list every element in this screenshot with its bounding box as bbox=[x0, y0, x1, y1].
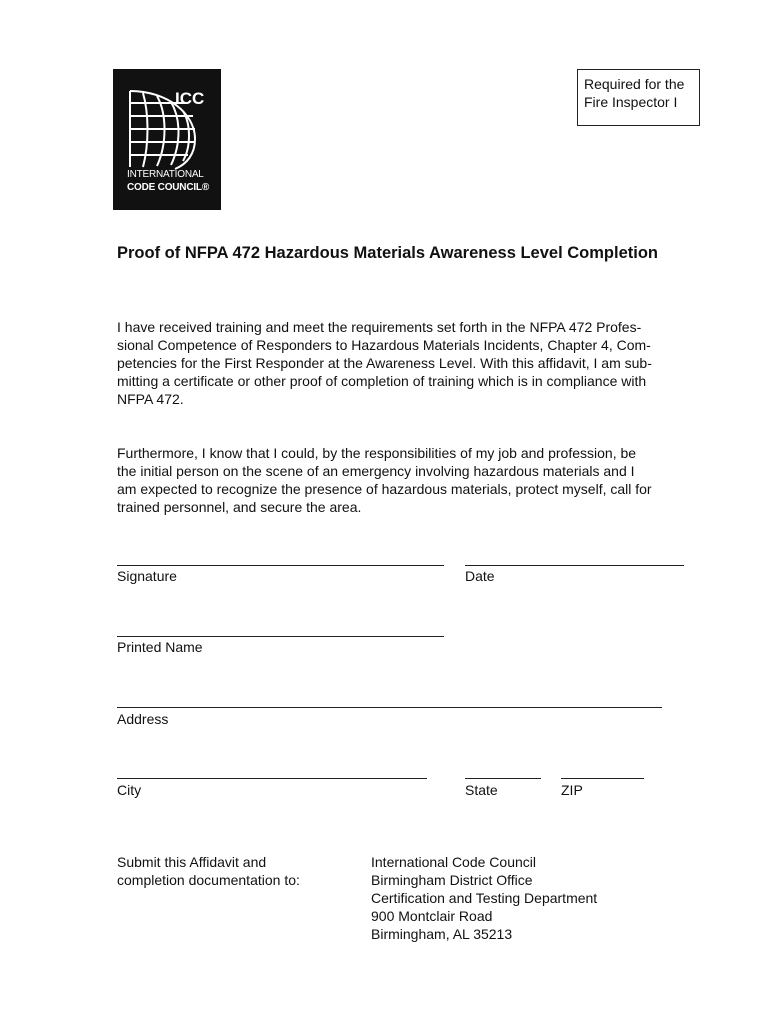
state-line[interactable] bbox=[465, 778, 541, 779]
zip-line[interactable] bbox=[561, 778, 644, 779]
required-line2: Fire Inspector I bbox=[584, 94, 678, 110]
address-line-text: Birmingham, AL 35213 bbox=[371, 926, 513, 942]
paragraph-line: trained personnel, and secure the area. bbox=[117, 499, 362, 515]
affidavit-paragraph-2 bbox=[117, 444, 702, 516]
logo-line3: CODE COUNCIL® bbox=[127, 182, 209, 193]
submit-line2: completion documentation to: bbox=[117, 872, 300, 888]
submit-line1: Submit this Affidavit and bbox=[117, 854, 267, 870]
paragraph-line: mitting a certificate or other proof of completion of training which is in compliance with bbox=[117, 373, 647, 389]
date-line[interactable] bbox=[465, 565, 684, 566]
required-for-box bbox=[577, 69, 700, 126]
mailing-address bbox=[371, 853, 597, 943]
address-label: Address bbox=[117, 711, 169, 727]
printed-name-line[interactable] bbox=[117, 636, 444, 637]
signature-line[interactable] bbox=[117, 565, 444, 566]
paragraph-line: NFPA 472. bbox=[117, 391, 184, 407]
logo-icc-text: ICC bbox=[175, 89, 205, 108]
zip-label: ZIP bbox=[561, 782, 583, 798]
required-line1: Required for the bbox=[584, 76, 685, 92]
address-line-text: Certification and Testing Department bbox=[371, 890, 598, 906]
address-line-text: International Code Council bbox=[371, 854, 536, 870]
city-label: City bbox=[117, 782, 142, 798]
printed-name-label: Printed Name bbox=[117, 639, 203, 655]
paragraph-line: the initial person on the scene of an emergency involving hazardous materials and I bbox=[117, 463, 635, 479]
address-line-text: 900 Montclair Road bbox=[371, 908, 493, 924]
submit-instructions bbox=[117, 853, 300, 889]
paragraph-line: sional Competence of Responders to Hazardous Materials Incidents, Chapter 4, Com- bbox=[117, 337, 651, 353]
date-label: Date bbox=[465, 568, 495, 584]
paragraph-line: I have received training and meet the requirements set forth in the NFPA 472 Profes- bbox=[117, 319, 642, 335]
signature-label: Signature bbox=[117, 568, 177, 584]
icc-logo bbox=[113, 69, 221, 210]
address-line[interactable] bbox=[117, 707, 662, 708]
page-title: Proof of NFPA 472 Hazardous Materials Awareness Level Completion bbox=[117, 244, 658, 262]
logo-line2: INTERNATIONAL bbox=[127, 169, 204, 180]
paragraph-line: petencies for the First Responder at the Awareness Level. With this affidavit, I am sub- bbox=[117, 355, 652, 371]
paragraph-line: am expected to recognize the presence of hazardous materials, protect myself, call for bbox=[117, 481, 652, 497]
address-line-text: Birmingham District Office bbox=[371, 872, 533, 888]
affidavit-paragraph-1 bbox=[117, 318, 702, 408]
state-label: State bbox=[465, 782, 498, 798]
city-line[interactable] bbox=[117, 778, 427, 779]
paragraph-line: Furthermore, I know that I could, by the responsibilities of my job and profession, be bbox=[117, 445, 637, 461]
